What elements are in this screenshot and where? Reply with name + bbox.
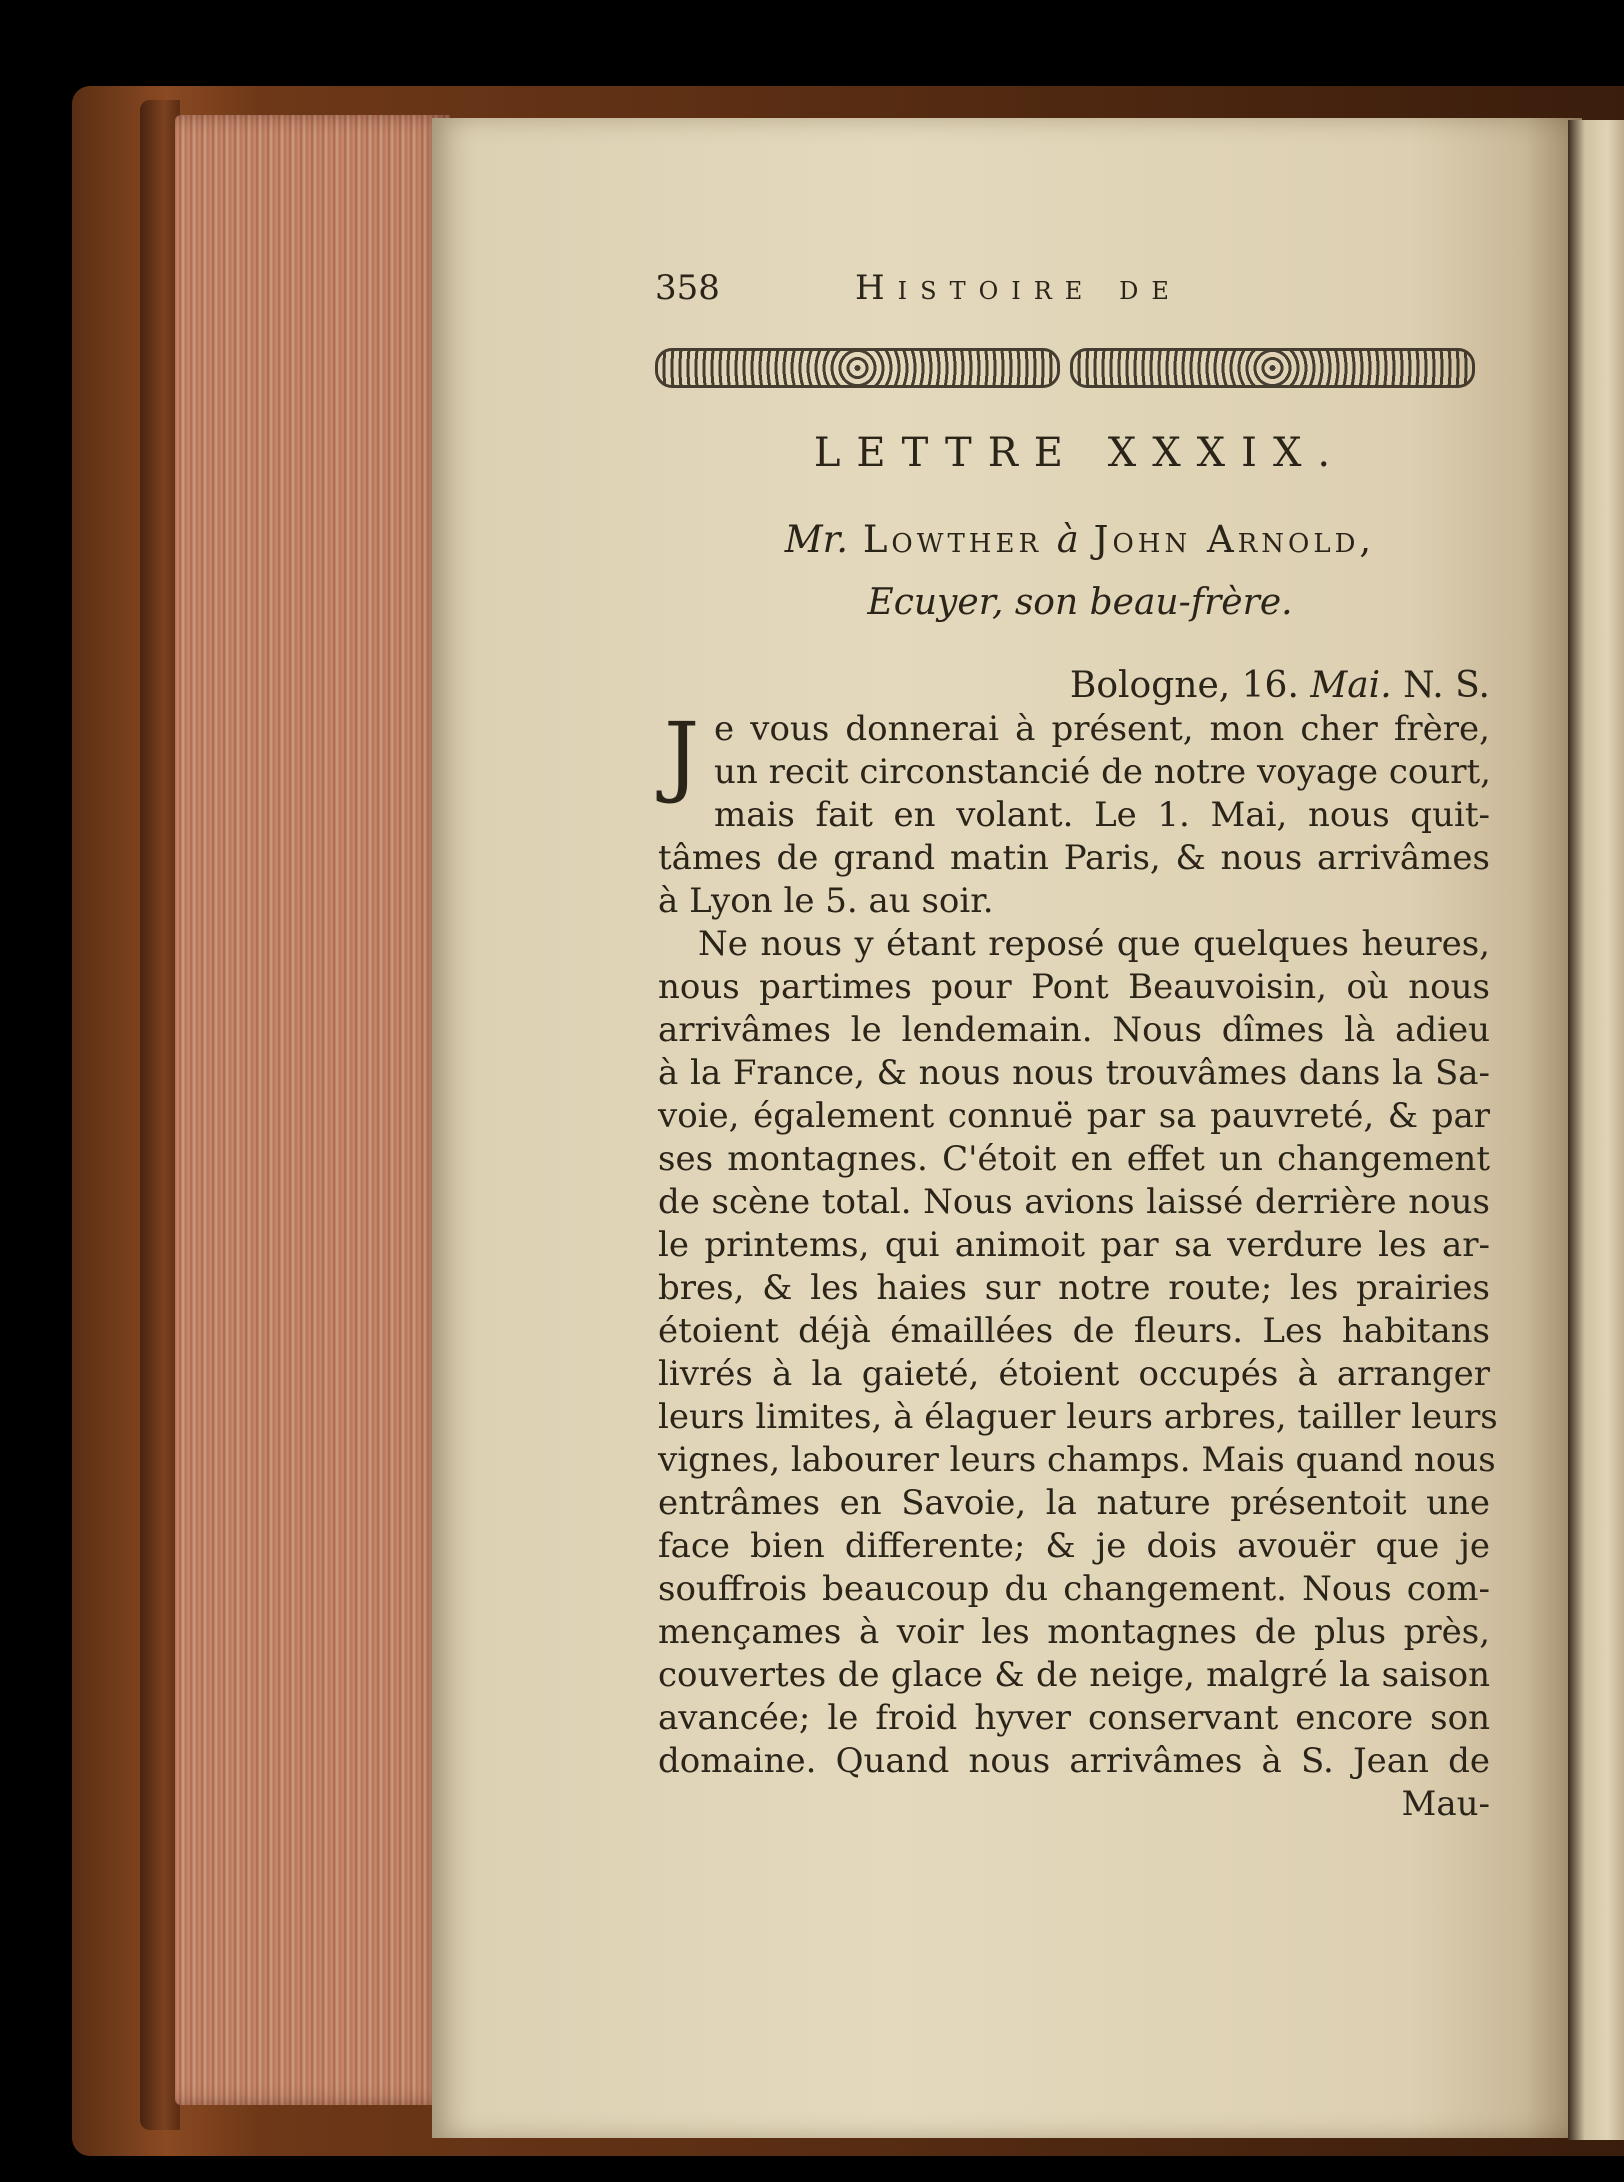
text-line: arrivâmes le lendemain. Nous dîmes là adieu <box>658 1010 1490 1050</box>
dateline-style: N. S. <box>1403 665 1490 706</box>
letter-address <box>655 518 1505 561</box>
address-from: Lowther <box>862 518 1043 561</box>
address-to-word: à <box>1056 518 1079 561</box>
text-line: souffrois beaucoup du changement. Nous com- <box>658 1569 1490 1609</box>
ornament-band <box>655 345 1475 391</box>
letter-heading: LETTRE XXXIX. <box>813 430 1347 476</box>
text-line: entrâmes en Savoie, la nature présentoit une <box>658 1483 1490 1523</box>
text-line: étoient déjà émaillées de fleurs. Les habitans <box>658 1311 1490 1351</box>
recto-page-edge <box>1568 120 1624 2140</box>
dateline-month: Mai. <box>1310 665 1392 706</box>
page-block-edges <box>175 115 450 2105</box>
letter-body <box>658 703 1498 1826</box>
dateline-place: Bologne, 16. <box>1069 665 1299 706</box>
text-line: à la France, & nous nous trouvâmes dans la Sa- <box>658 1053 1490 1093</box>
running-header <box>655 268 1505 318</box>
text-line: ses montagnes. C'étoit en effet un changement <box>658 1139 1490 1179</box>
text-line: vignes, labourer leurs champs. Mais quand nous <box>658 1440 1496 1480</box>
ornament-right <box>1070 348 1475 388</box>
text-line: nous partimes pour Pont Beauvoisin, où nous <box>658 967 1490 1007</box>
text-line: bres, & les haies sur notre route; les prairies <box>658 1268 1490 1308</box>
text-line: tâmes de grand matin Paris, & nous arrivâmes <box>658 838 1490 878</box>
text-line: avancée; le froid hyver conservant encore son <box>658 1698 1490 1738</box>
text-line: le printems, qui animoit par sa verdure les ar- <box>658 1225 1490 1265</box>
drop-cap: J <box>664 703 700 806</box>
text-line: livrés à la gaieté, étoient occupés à arranger <box>658 1354 1490 1394</box>
text-line: leurs limites, à élaguer leurs arbres, tailler leurs <box>658 1397 1498 1437</box>
running-title: Histoire de <box>855 268 1182 308</box>
dateline <box>655 665 1490 706</box>
text-line: couvertes de glace & de neige, malgré la saison <box>658 1655 1490 1695</box>
text-line: voie, également connuë par sa pauvreté, & par <box>658 1096 1490 1136</box>
address-to: John Arnold, <box>1093 518 1376 561</box>
page-number: 358 <box>655 268 720 308</box>
catchword: Mau- <box>1401 1784 1490 1824</box>
letter-address-line2: Ecuyer, son beau-frère. <box>867 582 1293 623</box>
text-line: un recit circonstancié de notre voyage court, <box>714 752 1491 792</box>
text-line: à Lyon le 5. au soir. <box>658 881 994 921</box>
text-line: mais fait en volant. Le 1. Mai, nous quit- <box>714 795 1490 835</box>
text-line: domaine. Quand nous arrivâmes à S. Jean de <box>658 1741 1490 1781</box>
text-line: mençames à voir les montagnes de plus près, <box>658 1612 1490 1652</box>
text-line: de scène total. Nous avions laissé derrière nous <box>658 1182 1490 1222</box>
text-line: J e vous donnerai à présent, mon cher frère, <box>664 703 1490 806</box>
text-line: Ne nous y étant reposé que quelques heures, <box>698 924 1490 964</box>
cover-edge <box>140 100 180 2130</box>
ornament-left <box>655 348 1060 388</box>
address-mr: Mr. <box>784 518 849 561</box>
text-line: face bien differente; & je dois avouër que je <box>658 1526 1490 1566</box>
